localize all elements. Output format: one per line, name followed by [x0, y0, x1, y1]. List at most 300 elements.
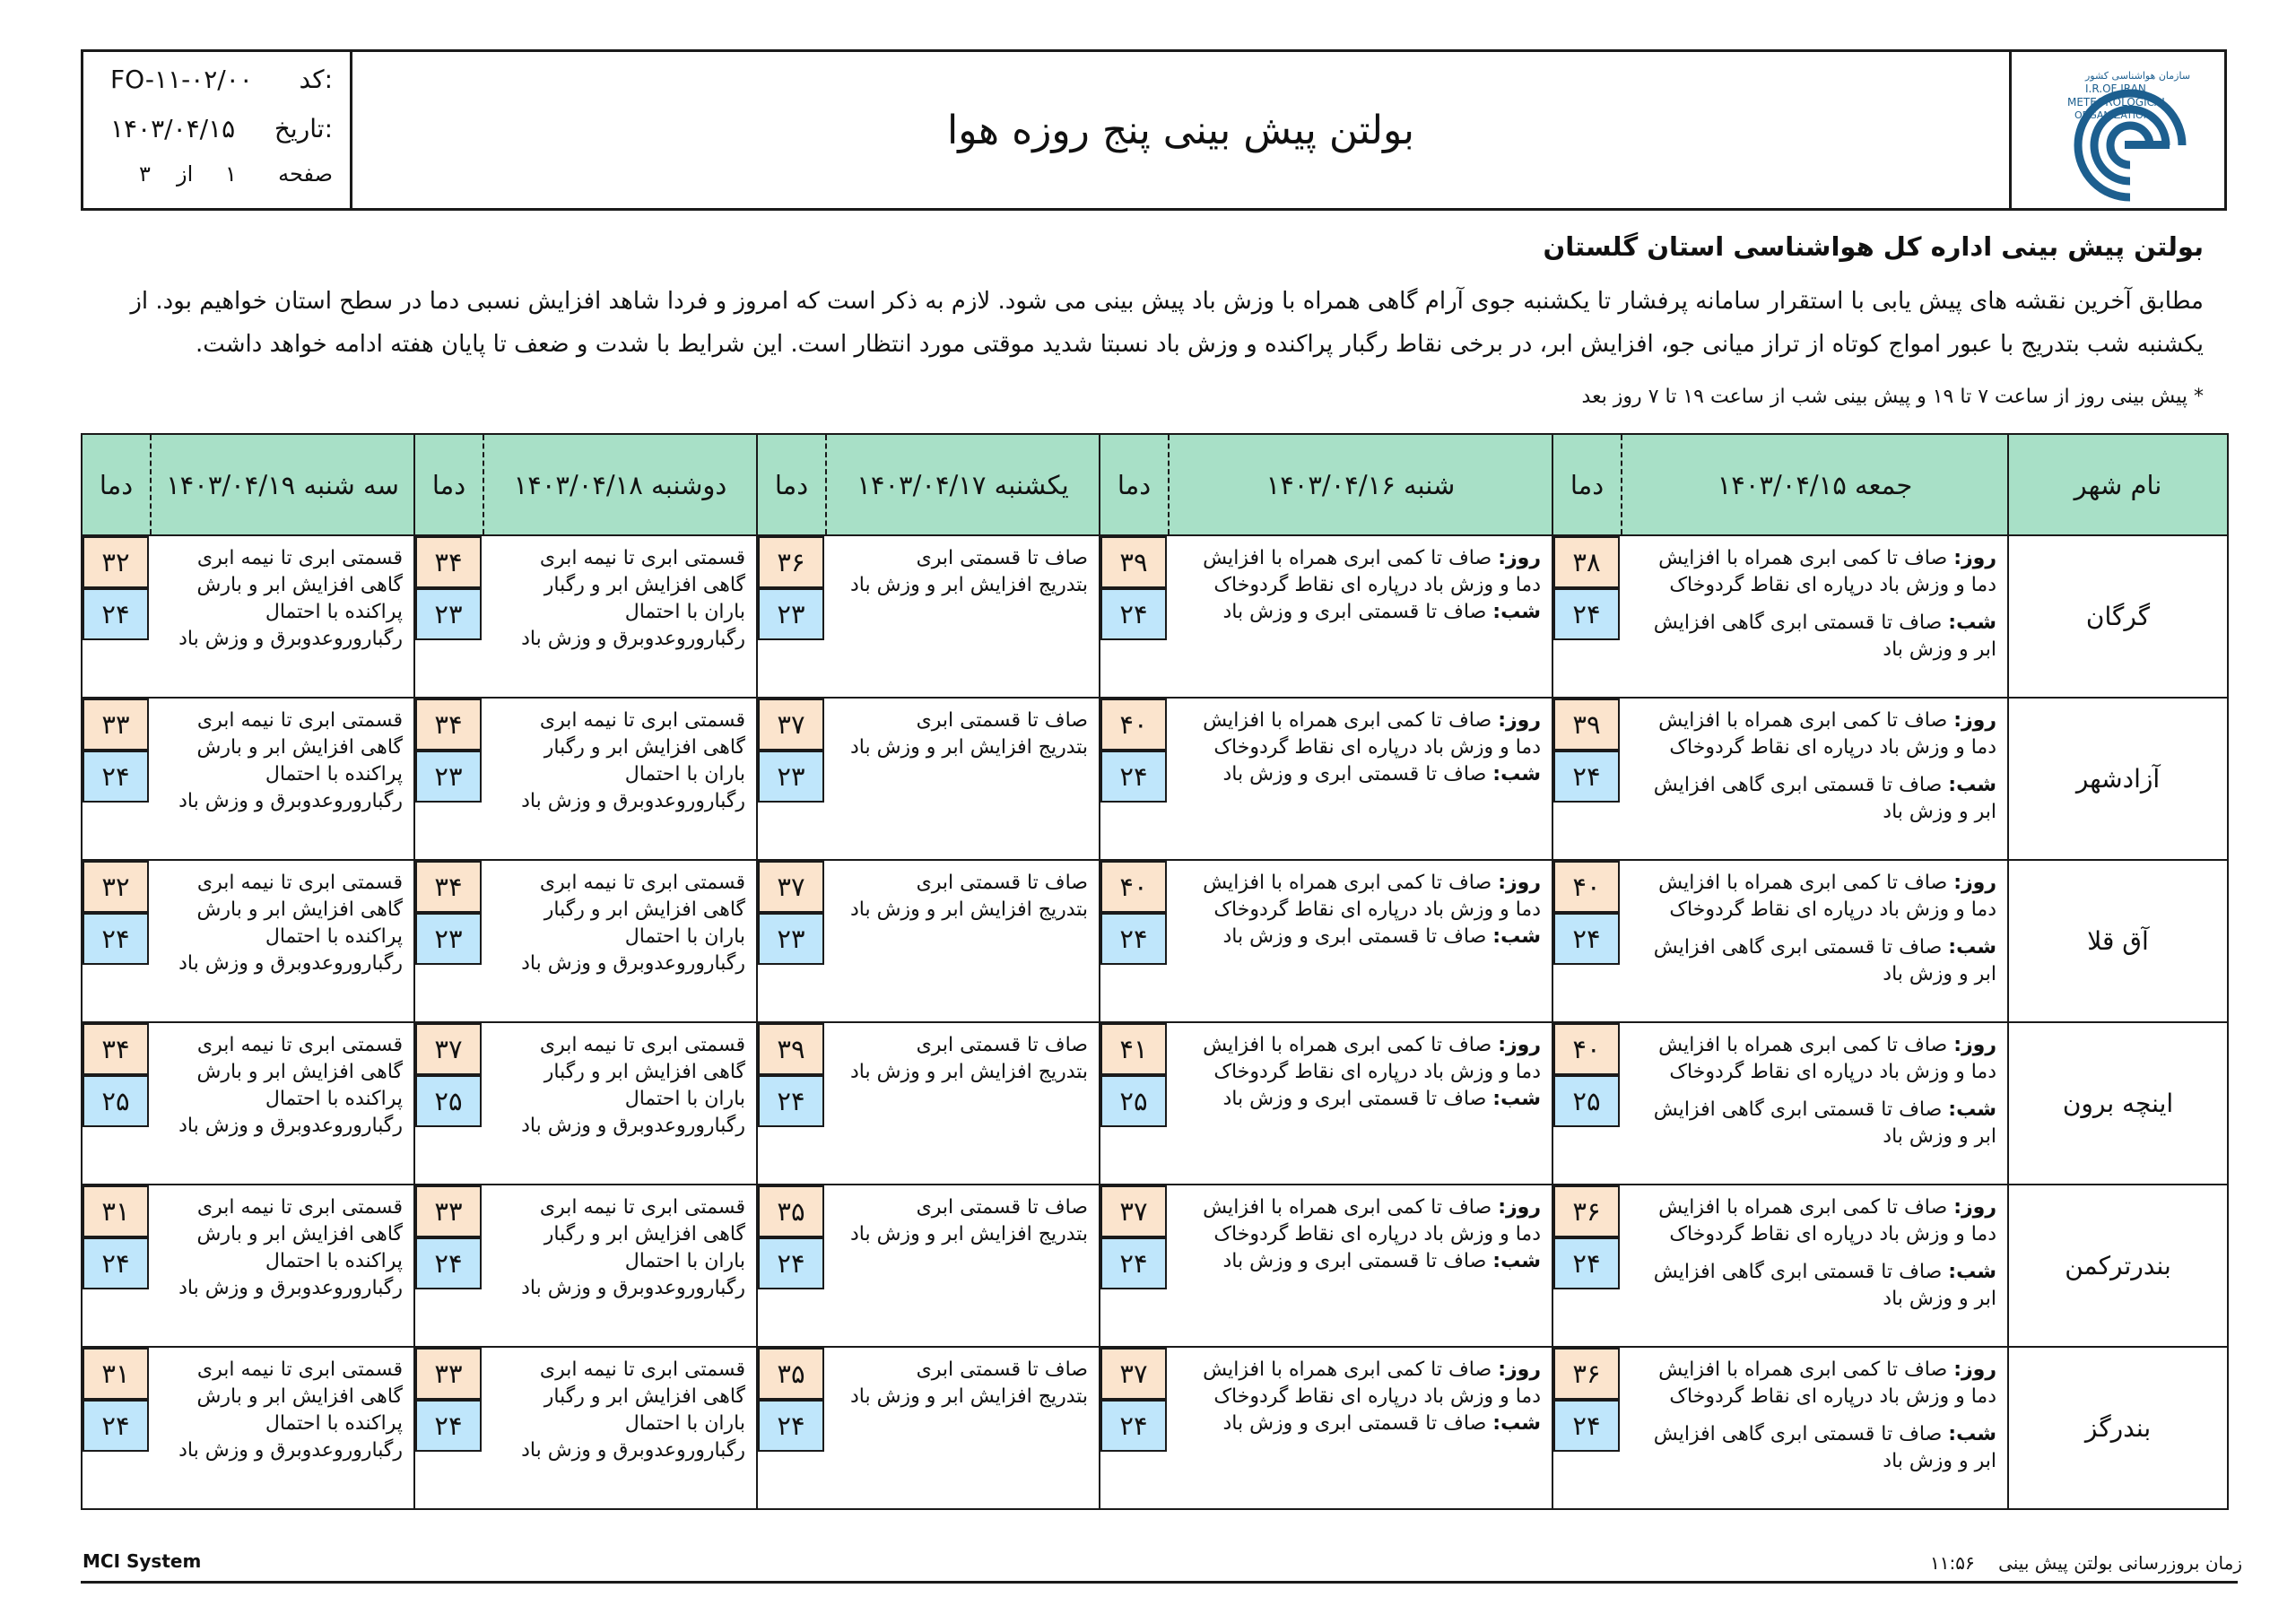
text-fragment: صاف تا کمی ابری همراه با افزایش دما و وزش باد درپاره ای نقاط گردوخاک — [1203, 1034, 1541, 1083]
text-fragment: شب: — [1948, 612, 1996, 634]
forecast-description — [1169, 1185, 1552, 1347]
forecast-line: بتدریج افزایش ابر و وزش باد — [850, 1223, 1088, 1245]
forecast-description — [826, 535, 1100, 698]
min-temp: ۲۳ — [415, 588, 482, 640]
date-label: تاریخ: — [274, 114, 333, 143]
text-fragment: صاف تا قسمتی ابری گاهی افزایش ابر و وزش باد — [1653, 774, 1996, 823]
max-temp: ۳۱ — [83, 1348, 149, 1400]
organization-logo — [2009, 52, 2224, 208]
forecast-line: رگباروروعدوبرق و وزش باد — [178, 1115, 403, 1137]
svg-text:METEOROLOGICAL: METEOROLOGICAL — [2067, 96, 2168, 108]
forecast-line: گاهی افزایش ابر و بارش — [196, 574, 403, 596]
night-forecast — [1631, 610, 1996, 664]
forecast-description — [1169, 698, 1552, 860]
text-fragment: روز: — [1498, 872, 1541, 894]
day-forecast — [1178, 1357, 1541, 1410]
max-temp: ۳۴ — [415, 861, 482, 913]
forecast-line: باران با احتمال — [624, 1412, 745, 1435]
max-temp: ۳۴ — [83, 1023, 149, 1075]
forecast-line: گاهی افزایش ابر و بارش — [196, 1385, 403, 1408]
forecast-description — [826, 1185, 1100, 1347]
text-fragment: روز: — [1498, 709, 1541, 732]
text-fragment: روز: — [1953, 1358, 1996, 1381]
code-value: FO-۱۱-۰۲/۰۰ — [110, 65, 253, 94]
text-fragment: شب: — [1492, 1088, 1541, 1110]
min-temp: ۲۴ — [1553, 588, 1620, 640]
min-temp: ۲۴ — [758, 1237, 824, 1289]
table-row — [82, 1185, 2228, 1347]
forecast-line: پراکنده با احتمال — [265, 763, 403, 785]
min-temp: ۲۵ — [83, 1075, 149, 1127]
night-forecast — [1631, 1421, 1996, 1475]
max-temp: ۳۸ — [1553, 536, 1620, 588]
min-temp: ۲۴ — [758, 1075, 824, 1127]
text-fragment: صاف تا قسمتی ابری و وزش باد — [1222, 1412, 1487, 1435]
forecast-line: باران با احتمال — [624, 1088, 745, 1110]
table-row — [82, 1347, 2228, 1509]
update-label: زمان بروزرسانی بولتن پیش بینی — [1998, 1552, 2242, 1574]
forecast-line: گاهی افزایش ابر و بارش — [196, 736, 403, 759]
forecast-line: باران با احتمال — [624, 601, 745, 623]
text-fragment: شب: — [1948, 1098, 1996, 1121]
table-row — [82, 860, 2228, 1022]
day-forecast — [1631, 545, 1996, 599]
forecast-line: بتدریج افزایش ابر و وزش باد — [850, 736, 1088, 759]
day-forecast — [1631, 1357, 1996, 1410]
temperature-cell — [414, 1185, 483, 1347]
temperature-cell — [757, 1185, 826, 1347]
text-fragment: صاف تا کمی ابری همراه با افزایش دما و وزش باد درپاره ای نقاط گردوخاک — [1658, 872, 1996, 921]
page-of: از — [177, 161, 194, 187]
max-temp: ۳۵ — [758, 1185, 824, 1237]
max-temp: ۳۳ — [415, 1348, 482, 1400]
forecast-line: صاف تا قسمتی ابری — [916, 547, 1088, 569]
forecast-description — [1622, 1347, 2008, 1509]
min-temp: ۲۴ — [1100, 913, 1167, 965]
text-fragment: شب: — [1492, 1412, 1541, 1435]
text-fragment: صاف تا قسمتی ابری گاهی افزایش ابر و وزش باد — [1653, 612, 1996, 661]
temperature-cell — [757, 1347, 826, 1509]
min-temp: ۲۴ — [415, 1237, 482, 1289]
max-temp: ۳۹ — [758, 1023, 824, 1075]
forecast-table — [81, 433, 2229, 1510]
max-temp: ۳۹ — [1100, 536, 1167, 588]
forecast-line: باران با احتمال — [624, 1250, 745, 1272]
page-current: ۱ — [225, 161, 237, 187]
temp-header: دما — [757, 434, 826, 535]
text-fragment: روز: — [1953, 872, 1996, 894]
forecast-line: پراکنده با احتمال — [265, 1412, 403, 1435]
text-fragment: شب: — [1492, 763, 1541, 785]
temperature-cell — [82, 1185, 151, 1347]
forecast-description — [151, 1347, 414, 1509]
text-fragment: روز: — [1498, 1196, 1541, 1219]
text-fragment: صاف تا کمی ابری همراه با افزایش دما و وزش باد درپاره ای نقاط گردوخاک — [1203, 872, 1541, 921]
min-temp: ۲۴ — [1100, 1400, 1167, 1452]
forecast-line: رگباروروعدوبرق و وزش باد — [178, 790, 403, 812]
min-temp: ۲۳ — [758, 913, 824, 965]
max-temp: ۳۲ — [83, 536, 149, 588]
forecast-line: بتدریج افزایش ابر و وزش باد — [850, 1061, 1088, 1083]
forecast-line: قسمتی ابری تا نیمه ابری — [196, 872, 403, 894]
temperature-cell — [414, 698, 483, 860]
text-fragment: روز: — [1498, 547, 1541, 569]
city-header: نام شهر — [2008, 434, 2228, 535]
document-meta — [83, 52, 352, 208]
forecast-line: قسمتی ابری تا نیمه ابری — [196, 1196, 403, 1219]
city-name: آق قلا — [2008, 860, 2228, 1022]
text-fragment: صاف تا قسمتی ابری و وزش باد — [1222, 763, 1487, 785]
temperature-cell — [1100, 535, 1169, 698]
text-fragment: روز: — [1953, 547, 1996, 569]
forecast-line: گاهی افزایش ابر و رگبار — [544, 1385, 745, 1408]
forecast-line: گاهی افزایش ابر و بارش — [196, 1061, 403, 1083]
max-temp: ۳۳ — [415, 1185, 482, 1237]
forecast-description — [151, 860, 414, 1022]
forecast-line: گاهی افزایش ابر و بارش — [196, 1223, 403, 1245]
forecast-line: قسمتی ابری تا نیمه ابری — [539, 547, 745, 569]
text-fragment: صاف تا قسمتی ابری گاهی افزایش ابر و وزش باد — [1653, 936, 1996, 985]
text-fragment: شب: — [1492, 601, 1541, 623]
forecast-line: رگباروروعدوبرق و وزش باد — [521, 790, 745, 812]
min-temp: ۲۴ — [1553, 913, 1620, 965]
night-forecast — [1178, 1410, 1541, 1437]
forecast-line: قسمتی ابری تا نیمه ابری — [539, 1034, 745, 1056]
forecast-line: گاهی افزایش ابر و رگبار — [544, 1061, 745, 1083]
forecast-line: رگباروروعدوبرق و وزش باد — [178, 628, 403, 650]
forecast-description — [1169, 535, 1552, 698]
forecast-line: رگباروروعدوبرق و وزش باد — [521, 952, 745, 975]
day-forecast — [1631, 707, 1996, 761]
max-temp: ۳۹ — [1553, 699, 1620, 751]
temperature-cell — [414, 860, 483, 1022]
forecast-description — [151, 698, 414, 860]
max-temp: ۴۰ — [1553, 1023, 1620, 1075]
night-forecast — [1178, 599, 1541, 626]
table-header-row — [82, 434, 2228, 535]
min-temp: ۲۳ — [415, 751, 482, 803]
temperature-cell — [82, 1022, 151, 1185]
city-name: گرگان — [2008, 535, 2228, 698]
night-forecast — [1631, 772, 1996, 826]
city-name: بندرگز — [2008, 1347, 2228, 1509]
forecast-description — [826, 698, 1100, 860]
forecast-line: قسمتی ابری تا نیمه ابری — [539, 1358, 745, 1381]
forecast-description — [483, 1185, 757, 1347]
temperature-cell — [414, 535, 483, 698]
update-time: ۱۱:۵۶ — [1930, 1552, 1975, 1574]
code-label: کد: — [299, 65, 333, 94]
max-temp: ۳۲ — [83, 861, 149, 913]
forecast-line: گاهی افزایش ابر و رگبار — [544, 898, 745, 921]
min-temp: ۲۴ — [1100, 751, 1167, 803]
forecast-line: قسمتی ابری تا نیمه ابری — [539, 872, 745, 894]
text-fragment: روز: — [1953, 709, 1996, 732]
min-temp: ۲۴ — [1553, 751, 1620, 803]
text-fragment: صاف تا کمی ابری همراه با افزایش دما و وزش باد درپاره ای نقاط گردوخاک — [1658, 1196, 1996, 1245]
text-fragment: شب: — [1492, 925, 1541, 948]
temperature-cell — [757, 698, 826, 860]
forecast-description — [1169, 1022, 1552, 1185]
max-temp: ۳۴ — [415, 536, 482, 588]
temperature-cell — [82, 535, 151, 698]
text-fragment: صاف تا قسمتی ابری گاهی افزایش ابر و وزش باد — [1653, 1423, 1996, 1472]
night-forecast — [1178, 1248, 1541, 1275]
temperature-cell — [82, 698, 151, 860]
min-temp: ۲۴ — [83, 913, 149, 965]
text-fragment: روز: — [1498, 1358, 1541, 1381]
forecast-description — [1169, 860, 1552, 1022]
day-forecast — [1631, 870, 1996, 924]
text-fragment: شب: — [1492, 1250, 1541, 1272]
text-fragment: شب: — [1948, 774, 1996, 796]
footer-divider — [81, 1581, 2238, 1584]
text-fragment: صاف تا کمی ابری همراه با افزایش دما و وزش باد درپاره ای نقاط گردوخاک — [1658, 547, 1996, 596]
date-value: ۱۴۰۳/۰۴/۱۵ — [110, 114, 236, 143]
forecast-line: صاف تا قسمتی ابری — [916, 872, 1088, 894]
page-total: ۳ — [139, 161, 151, 187]
forecast-description — [151, 1185, 414, 1347]
text-fragment: روز: — [1953, 1034, 1996, 1056]
min-temp: ۲۴ — [83, 588, 149, 640]
forecast-description — [1622, 1185, 2008, 1347]
min-temp: ۲۳ — [758, 588, 824, 640]
forecast-line: گاهی افزایش ابر و رگبار — [544, 736, 745, 759]
forecast-description — [483, 860, 757, 1022]
forecast-line: صاف تا قسمتی ابری — [916, 709, 1088, 732]
day-forecast — [1178, 707, 1541, 761]
forecast-line: رگباروروعدوبرق و وزش باد — [521, 1439, 745, 1462]
night-forecast — [1178, 1086, 1541, 1113]
forecast-line: قسمتی ابری تا نیمه ابری — [196, 1034, 403, 1056]
min-temp: ۲۴ — [83, 751, 149, 803]
max-temp: ۳۷ — [758, 861, 824, 913]
max-temp: ۳۷ — [415, 1023, 482, 1075]
min-temp: ۲۴ — [1553, 1237, 1620, 1289]
text-fragment: صاف تا قسمتی ابری و وزش باد — [1222, 1088, 1487, 1110]
text-fragment: صاف تا قسمتی ابری و وزش باد — [1222, 925, 1487, 948]
text-fragment: شب: — [1948, 1261, 1996, 1283]
max-temp: ۳۳ — [83, 699, 149, 751]
day-header: جمعه ۱۴۰۳/۰۴/۱۵ — [1622, 434, 2008, 535]
max-temp: ۳۱ — [83, 1185, 149, 1237]
min-temp: ۲۵ — [1100, 1075, 1167, 1127]
forecast-line: گاهی افزایش ابر و رگبار — [544, 1223, 745, 1245]
text-fragment: روز: — [1498, 1034, 1541, 1056]
system-name: MCI System — [83, 1550, 202, 1572]
text-fragment: روز: — [1953, 1196, 1996, 1219]
day-header: شنبه ۱۴۰۳/۰۴/۱۶ — [1169, 434, 1552, 535]
text-fragment: صاف تا کمی ابری همراه با افزایش دما و وزش باد درپاره ای نقاط گردوخاک — [1203, 1358, 1541, 1408]
temperature-cell — [1552, 1022, 1622, 1185]
max-temp: ۴۱ — [1100, 1023, 1167, 1075]
temperature-cell — [757, 535, 826, 698]
city-name: آزادشهر — [2008, 698, 2228, 860]
bulletin-subtitle: بولتن پیش بینی اداره کل هواشناسی استان گلستان — [1543, 231, 2204, 262]
temperature-cell — [1552, 698, 1622, 860]
text-fragment: صاف تا کمی ابری همراه با افزایش دما و وزش باد درپاره ای نقاط گردوخاک — [1203, 1196, 1541, 1245]
text-fragment: صاف تا قسمتی ابری و وزش باد — [1222, 601, 1487, 623]
day-forecast — [1178, 870, 1541, 924]
forecast-line: گاهی افزایش ابر و رگبار — [544, 574, 745, 596]
temperature-cell — [1100, 1347, 1169, 1509]
min-temp: ۲۴ — [83, 1400, 149, 1452]
min-temp: ۲۴ — [758, 1400, 824, 1452]
night-forecast — [1178, 924, 1541, 950]
table-row — [82, 698, 2228, 860]
min-temp: ۲۴ — [1553, 1400, 1620, 1452]
day-forecast — [1631, 1032, 1996, 1086]
day-forecast — [1631, 1194, 1996, 1248]
text-fragment: صاف تا کمی ابری همراه با افزایش دما و وزش باد درپاره ای نقاط گردوخاک — [1658, 709, 1996, 759]
temperature-cell — [414, 1022, 483, 1185]
city-name: بندرترکمن — [2008, 1185, 2228, 1347]
update-time-line — [1930, 1552, 2242, 1574]
svg-text:ORGANIZATION: ORGANIZATION — [2074, 109, 2151, 121]
temperature-cell — [414, 1347, 483, 1509]
forecast-description — [483, 1347, 757, 1509]
temperature-cell — [1100, 1185, 1169, 1347]
night-forecast — [1631, 1097, 1996, 1150]
temperature-cell — [1552, 1347, 1622, 1509]
min-temp: ۲۴ — [1100, 1237, 1167, 1289]
temperature-cell — [757, 1022, 826, 1185]
max-temp: ۳۶ — [1553, 1185, 1620, 1237]
page-label: صفحه — [278, 161, 333, 187]
day-header: یکشنبه ۱۴۰۳/۰۴/۱۷ — [826, 434, 1100, 535]
text-fragment: صاف تا قسمتی ابری و وزش باد — [1222, 1250, 1487, 1272]
text-fragment: شب: — [1948, 1423, 1996, 1445]
temperature-cell — [1552, 860, 1622, 1022]
temperature-cell — [1100, 860, 1169, 1022]
forecast-description — [826, 860, 1100, 1022]
text-fragment: صاف تا قسمتی ابری گاهی افزایش ابر و وزش باد — [1653, 1098, 1996, 1148]
min-temp: ۲۳ — [758, 751, 824, 803]
bulletin-title: بولتن پیش بینی پنج روزه هوا — [946, 107, 1415, 153]
max-temp: ۳۵ — [758, 1348, 824, 1400]
max-temp: ۴۰ — [1100, 699, 1167, 751]
meteorological-org-logo-icon — [2031, 61, 2211, 204]
forecast-line: قسمتی ابری تا نیمه ابری — [539, 709, 745, 732]
forecast-table-body — [82, 535, 2228, 1509]
forecast-description — [1622, 860, 2008, 1022]
forecast-description — [1622, 1022, 2008, 1185]
forecast-line: پراکنده با احتمال — [265, 925, 403, 948]
min-temp: ۲۳ — [415, 913, 482, 965]
max-temp: ۴۰ — [1100, 861, 1167, 913]
temperature-cell — [1100, 698, 1169, 860]
temp-header: دما — [1552, 434, 1622, 535]
forecast-line: رگباروروعدوبرق و وزش باد — [178, 1277, 403, 1299]
forecast-line: باران با احتمال — [624, 763, 745, 785]
text-fragment: شب: — [1948, 936, 1996, 959]
forecast-description — [483, 698, 757, 860]
day-forecast — [1178, 1032, 1541, 1086]
temperature-cell — [82, 860, 151, 1022]
temp-header: دما — [414, 434, 483, 535]
min-temp: ۲۵ — [1553, 1075, 1620, 1127]
forecast-line: صاف تا قسمتی ابری — [916, 1034, 1088, 1056]
forecast-line: رگباروروعدوبرق و وزش باد — [521, 1277, 745, 1299]
min-temp: ۲۴ — [1100, 588, 1167, 640]
svg-text:I.R.OF IRAN: I.R.OF IRAN — [2085, 82, 2146, 95]
text-fragment: صاف تا کمی ابری همراه با افزایش دما و وزش باد درپاره ای نقاط گردوخاک — [1203, 709, 1541, 759]
city-name: اینچه برون — [2008, 1022, 2228, 1185]
forecast-time-note: * پیش بینی روز از ساعت ۷ تا ۱۹ و پیش بینی شب از ساعت ۱۹ تا ۷ روز بعد — [1581, 386, 2204, 408]
forecast-line: بتدریج افزایش ابر و وزش باد — [850, 898, 1088, 921]
forecast-line: صاف تا قسمتی ابری — [916, 1358, 1088, 1381]
forecast-description — [1169, 1347, 1552, 1509]
min-temp: ۲۴ — [415, 1400, 482, 1452]
day-forecast — [1178, 545, 1541, 599]
temp-header: دما — [82, 434, 151, 535]
forecast-line: بتدریج افزایش ابر و وزش باد — [850, 1385, 1088, 1408]
min-temp: ۲۴ — [83, 1237, 149, 1289]
night-forecast — [1178, 761, 1541, 788]
max-temp: ۴۰ — [1553, 861, 1620, 913]
table-row — [82, 535, 2228, 698]
text-fragment: صاف تا قسمتی ابری گاهی افزایش ابر و وزش باد — [1653, 1261, 1996, 1310]
forecast-line: قسمتی ابری تا نیمه ابری — [539, 1196, 745, 1219]
forecast-line: پراکنده با احتمال — [265, 1088, 403, 1110]
text-fragment: صاف تا کمی ابری همراه با افزایش دما و وزش باد درپاره ای نقاط گردوخاک — [1658, 1034, 1996, 1083]
forecast-line: رگباروروعدوبرق و وزش باد — [178, 1439, 403, 1462]
temperature-cell — [82, 1347, 151, 1509]
max-temp: ۳۷ — [1100, 1348, 1167, 1400]
forecast-line: قسمتی ابری تا نیمه ابری — [196, 1358, 403, 1381]
forecast-description — [151, 535, 414, 698]
forecast-line: رگباروروعدوبرق و وزش باد — [521, 1115, 745, 1137]
forecast-line: قسمتی ابری تا نیمه ابری — [196, 547, 403, 569]
forecast-description — [1622, 698, 2008, 860]
forecast-description — [826, 1347, 1100, 1509]
forecast-line: صاف تا قسمتی ابری — [916, 1196, 1088, 1219]
max-temp: ۳۶ — [1553, 1348, 1620, 1400]
temperature-cell — [1552, 1185, 1622, 1347]
max-temp: ۳۷ — [758, 699, 824, 751]
forecast-line: رگباروروعدوبرق و وزش باد — [521, 628, 745, 650]
forecast-description — [151, 1022, 414, 1185]
text-fragment: صاف تا کمی ابری همراه با افزایش دما و وزش باد درپاره ای نقاط گردوخاک — [1203, 547, 1541, 596]
temp-header: دما — [1100, 434, 1169, 535]
night-forecast — [1631, 934, 1996, 988]
forecast-line: قسمتی ابری تا نیمه ابری — [196, 709, 403, 732]
synoptic-summary: مطابق آخرین نقشه های پیش یابی با استقرار سامانه پرفشار تا یکشنبه جوی آرام گاهی همراه با وزش باد پیش بینی می شود. لازم به ذکر است که امروز و فردا شاهد افزایش نسبی دما در سطح استان خواهیم بود. از یکشنبه شب بتدریج با عبور امواج کوتاه از تراز میانی جو، افزایش ابر، در برخی نقاط رگبار پراکنده و وزش باد نسبتا شدید موقتی مورد انتظار است. این شرایط با شدت و ضعف تا پایان هفته ادامه خواهد داشت. — [130, 288, 2204, 358]
forecast-description — [826, 1022, 1100, 1185]
svg-text:سازمان هواشناسی کشور: سازمان هواشناسی کشور — [2085, 70, 2191, 82]
max-temp: ۳۴ — [415, 699, 482, 751]
temperature-cell — [1552, 535, 1622, 698]
temperature-cell — [757, 860, 826, 1022]
forecast-description — [483, 535, 757, 698]
forecast-line: گاهی افزایش ابر و بارش — [196, 898, 403, 921]
table-row — [82, 1022, 2228, 1185]
max-temp: ۳۷ — [1100, 1185, 1167, 1237]
night-forecast — [1631, 1259, 1996, 1313]
text-fragment: صاف تا کمی ابری همراه با افزایش دما و وزش باد درپاره ای نقاط گردوخاک — [1658, 1358, 1996, 1408]
forecast-description — [1622, 535, 2008, 698]
min-temp: ۲۵ — [415, 1075, 482, 1127]
forecast-description — [483, 1022, 757, 1185]
forecast-line: رگباروروعدوبرق و وزش باد — [178, 952, 403, 975]
day-forecast — [1178, 1194, 1541, 1248]
temperature-cell — [1100, 1022, 1169, 1185]
day-header: دوشنبه ۱۴۰۳/۰۴/۱۸ — [483, 434, 757, 535]
forecast-line: بتدریج افزایش ابر و وزش باد — [850, 574, 1088, 596]
forecast-line: پراکنده با احتمال — [265, 601, 403, 623]
forecast-line: باران با احتمال — [624, 925, 745, 948]
day-header: سه شنبه ۱۴۰۳/۰۴/۱۹ — [151, 434, 414, 535]
